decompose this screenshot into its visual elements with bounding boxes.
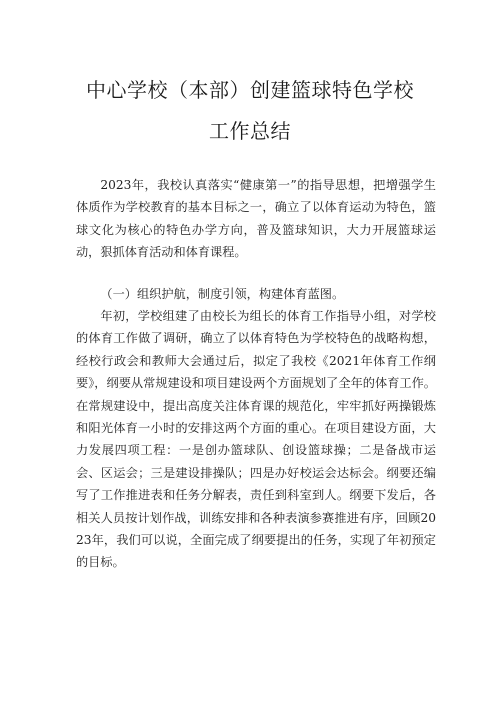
section-body-wrap <box>76 305 436 574</box>
section-heading-wrap <box>76 283 436 305</box>
document-subtitle: 工作总结 <box>209 119 291 143</box>
intro-section <box>76 174 436 264</box>
document-title: 中心学校（本部）创建篮球特色学校 <box>86 78 414 102</box>
section-body-paragraph: 年初，学校组建了由校长为组长的体育工作指导小组，对学校的体育工作做了调研，确立了以体育特色为学校特色的战略构想，经校行政会和教师大会通过后，拟定了我校《2021年体育工作纲要》，纲要从常规建设和项目建设两个方面规划了全年的体育工作。在常规建设中，提出高度关注体育课的规范化，牢牢抓好两操锻炼和阳光体育一小时的安排这两个方面的重心。在项目建设方面，大力发展四项工程：一是创办篮球队、创设篮球操；二是备战市运会、区运会；三是建设排操队；四是办好校运会达标会。纲要还编写了工作推进表和任务分解表，责任到科室到人。纲要下发后，各相关人员按计划作战，训练安排和各种表演参赛推进有序，回顾2023年，我们可以说，全面完成了纲要提出的任务，实现了年初预定的目标。 <box>76 309 436 570</box>
intro-paragraph: 2023年，我校认真落实“健康第一”的指导思想，把增强学生体质作为学校教育的基本目标之一，确立了以体育运动为特色，篮球文化为核心的特色办学方向，普及篮球知识，大力开展篮球运动，狠抓体育活动和体育课程。 <box>76 178 436 260</box>
section-heading: （一）组织护航，制度引领，构建体育蓝图。 <box>100 287 345 301</box>
